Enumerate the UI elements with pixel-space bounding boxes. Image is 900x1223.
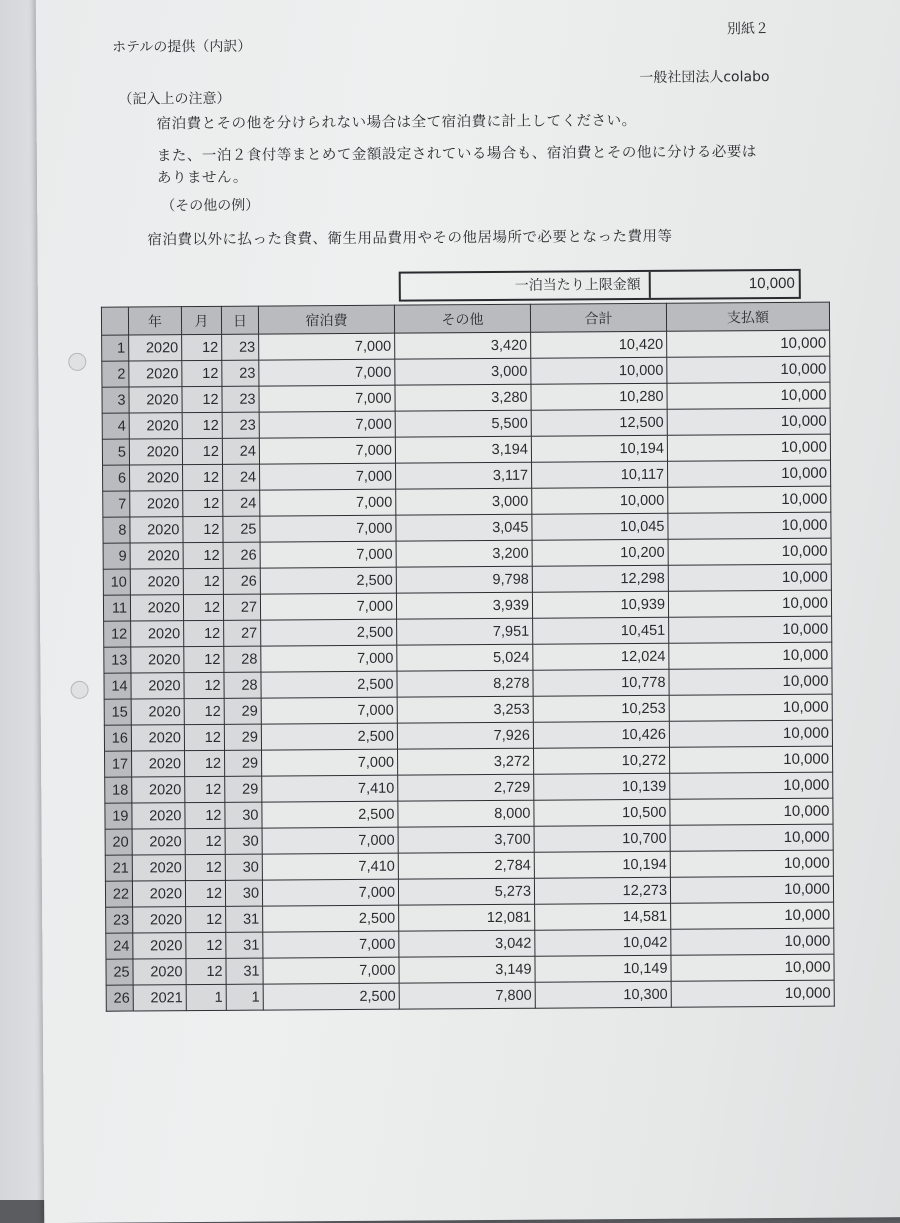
punch-hole xyxy=(71,681,89,699)
other-cell: 3,420 xyxy=(395,332,531,359)
paid-cell: 10,000 xyxy=(667,434,830,461)
lodging-cell: 2,500 xyxy=(263,905,399,932)
paid-cell: 10,000 xyxy=(669,642,832,669)
organization-name: 一般社団法人colabo xyxy=(639,69,770,86)
header-other: その他 xyxy=(394,304,530,333)
other-cell: 5,273 xyxy=(398,878,534,905)
paid-cell: 10,000 xyxy=(667,382,830,409)
other-cell: 5,500 xyxy=(395,410,531,437)
paid-cell: 10,000 xyxy=(670,850,833,877)
month-cell: 12 xyxy=(182,386,222,412)
year-cell: 2020 xyxy=(133,933,186,959)
day-cell: 30 xyxy=(225,854,262,880)
day-cell: 28 xyxy=(224,646,261,672)
table-row xyxy=(106,980,834,1011)
day-cell: 1 xyxy=(226,984,263,1010)
paid-cell: 10,000 xyxy=(671,954,834,981)
day-cell: 31 xyxy=(226,906,263,932)
annex-label: 別紙２ xyxy=(726,21,770,38)
paid-cell: 10,000 xyxy=(670,824,833,851)
day-cell: 26 xyxy=(223,568,260,594)
other-cell: 7,800 xyxy=(399,982,535,1009)
document-title: ホテルの提供（内訳） xyxy=(112,38,252,56)
other-cell: 3,200 xyxy=(396,540,532,567)
total-cell: 10,778 xyxy=(533,669,669,696)
month-cell: 12 xyxy=(184,698,224,724)
row-number-cell: 2 xyxy=(102,361,129,387)
row-number-cell: 21 xyxy=(105,855,132,881)
row-number-cell: 15 xyxy=(104,699,131,725)
lodging-cell: 2,500 xyxy=(261,723,397,750)
other-cell: 12,081 xyxy=(399,904,535,931)
total-cell: 12,273 xyxy=(534,877,670,904)
header-paid: 支払額 xyxy=(666,302,829,331)
paid-cell: 10,000 xyxy=(671,980,834,1007)
total-cell: 12,024 xyxy=(533,643,669,670)
note-line: また、一泊２食付等まとめて金額設定されている場合も、宿泊費とその他に分ける必要は xyxy=(156,144,757,165)
day-cell: 30 xyxy=(225,828,262,854)
paid-cell: 10,000 xyxy=(671,902,834,929)
day-cell: 26 xyxy=(223,542,260,568)
month-cell: 12 xyxy=(185,854,225,880)
other-cell: 3,253 xyxy=(397,696,533,723)
month-cell: 12 xyxy=(185,880,225,906)
row-number-cell: 4 xyxy=(102,413,129,439)
year-cell: 2020 xyxy=(130,517,183,543)
row-number-cell: 10 xyxy=(103,569,130,595)
lodging-cell: 7,000 xyxy=(260,593,396,620)
other-cell: 3,939 xyxy=(396,592,532,619)
total-cell: 10,700 xyxy=(534,825,670,852)
day-cell: 29 xyxy=(225,750,262,776)
year-cell: 2020 xyxy=(132,881,185,907)
total-cell: 14,581 xyxy=(535,903,671,930)
year-cell: 2020 xyxy=(129,361,182,387)
paid-cell: 10,000 xyxy=(670,876,833,903)
lodging-cell: 2,500 xyxy=(262,801,398,828)
day-cell: 23 xyxy=(222,386,259,412)
day-cell: 31 xyxy=(226,932,263,958)
row-number-cell: 8 xyxy=(103,517,130,543)
year-cell: 2020 xyxy=(132,751,185,777)
paid-cell: 10,000 xyxy=(670,798,833,825)
notes-heading: （記入上の注意） xyxy=(118,90,231,108)
paid-cell: 10,000 xyxy=(668,590,831,617)
lodging-cell: 7,000 xyxy=(262,879,398,906)
other-cell: 3,045 xyxy=(396,514,532,541)
year-cell: 2020 xyxy=(131,673,184,699)
total-cell: 10,194 xyxy=(534,851,670,878)
row-number-cell: 3 xyxy=(102,387,129,413)
row-number-cell: 11 xyxy=(103,595,130,621)
row-number-cell: 16 xyxy=(104,725,131,751)
header-lodging: 宿泊費 xyxy=(258,305,394,334)
total-cell: 10,253 xyxy=(533,695,669,722)
lodging-cell: 7,000 xyxy=(262,827,398,854)
expense-table xyxy=(101,302,835,1012)
total-cell: 10,272 xyxy=(534,747,670,774)
lodging-cell: 7,410 xyxy=(262,853,398,880)
day-cell: 31 xyxy=(226,958,263,984)
month-cell: 12 xyxy=(182,360,222,386)
paid-cell: 10,000 xyxy=(667,330,830,357)
row-number-cell: 13 xyxy=(104,647,131,673)
day-cell: 30 xyxy=(225,802,262,828)
row-number-cell: 26 xyxy=(106,985,133,1011)
paid-cell: 10,000 xyxy=(668,512,831,539)
lodging-cell: 7,000 xyxy=(263,957,399,984)
row-number-cell: 7 xyxy=(103,491,130,517)
day-cell: 24 xyxy=(223,490,260,516)
month-cell: 12 xyxy=(183,516,223,542)
total-cell: 10,149 xyxy=(535,955,671,982)
other-cell: 7,926 xyxy=(397,722,533,749)
day-cell: 29 xyxy=(224,698,261,724)
month-cell: 12 xyxy=(183,464,223,490)
total-cell: 12,298 xyxy=(532,565,668,592)
day-cell: 23 xyxy=(222,334,259,360)
total-cell: 10,194 xyxy=(531,435,667,462)
lodging-cell: 7,000 xyxy=(261,697,397,724)
row-number-cell: 24 xyxy=(106,933,133,959)
total-cell: 10,139 xyxy=(534,773,670,800)
year-cell: 2020 xyxy=(130,491,183,517)
lodging-cell: 7,000 xyxy=(259,333,395,360)
year-cell: 2020 xyxy=(132,829,185,855)
year-cell: 2020 xyxy=(129,439,182,465)
paid-cell: 10,000 xyxy=(668,460,831,487)
paid-cell: 10,000 xyxy=(669,616,832,643)
row-number-cell: 12 xyxy=(104,621,131,647)
row-number-cell: 14 xyxy=(104,673,131,699)
day-cell: 27 xyxy=(223,594,260,620)
total-cell: 10,500 xyxy=(534,799,670,826)
nightly-limit-value: 10,000 xyxy=(748,274,795,293)
header-rowno xyxy=(101,307,128,335)
year-cell: 2020 xyxy=(129,335,182,361)
month-cell: 1 xyxy=(186,984,226,1010)
header-month: 月 xyxy=(181,306,221,334)
row-number-cell: 25 xyxy=(106,959,133,985)
row-number-cell: 17 xyxy=(105,751,132,777)
month-cell: 12 xyxy=(185,776,225,802)
total-cell: 10,420 xyxy=(531,331,667,358)
month-cell: 12 xyxy=(182,438,222,464)
lodging-cell: 7,000 xyxy=(259,411,395,438)
lodging-cell: 7,410 xyxy=(262,775,398,802)
day-cell: 30 xyxy=(225,880,262,906)
total-cell: 10,045 xyxy=(532,513,668,540)
lodging-cell: 7,000 xyxy=(259,359,395,386)
paid-cell: 10,000 xyxy=(668,486,831,513)
day-cell: 23 xyxy=(222,360,259,386)
row-number-cell: 22 xyxy=(105,881,132,907)
year-cell: 2020 xyxy=(131,621,184,647)
total-cell: 10,300 xyxy=(535,981,671,1008)
paid-cell: 10,000 xyxy=(667,408,830,435)
lodging-cell: 7,000 xyxy=(259,385,395,412)
row-number-cell: 23 xyxy=(106,907,133,933)
note-line: ありません。 xyxy=(156,169,248,187)
lodging-cell: 2,500 xyxy=(260,567,396,594)
paid-cell: 10,000 xyxy=(667,356,830,383)
other-cell: 8,000 xyxy=(398,800,534,827)
other-cell: 2,729 xyxy=(398,774,534,801)
year-cell: 2020 xyxy=(132,855,185,881)
punch-hole xyxy=(68,353,86,371)
other-cell: 3,700 xyxy=(398,826,534,853)
lodging-cell: 7,000 xyxy=(260,515,396,542)
row-number-cell: 18 xyxy=(105,777,132,803)
month-cell: 12 xyxy=(183,568,223,594)
total-cell: 10,000 xyxy=(531,357,667,384)
year-cell: 2020 xyxy=(129,387,182,413)
paid-cell: 10,000 xyxy=(668,564,831,591)
lodging-cell: 7,000 xyxy=(259,437,395,464)
day-cell: 23 xyxy=(222,412,259,438)
year-cell: 2020 xyxy=(129,413,182,439)
other-cell: 2,784 xyxy=(398,852,534,879)
lodging-cell: 7,000 xyxy=(262,749,398,776)
row-number-cell: 20 xyxy=(105,829,132,855)
lodging-cell: 2,500 xyxy=(261,671,397,698)
day-cell: 29 xyxy=(224,724,261,750)
other-cell: 5,024 xyxy=(397,644,533,671)
month-cell: 12 xyxy=(185,750,225,776)
total-cell: 12,500 xyxy=(531,409,667,436)
total-cell: 10,426 xyxy=(533,721,669,748)
month-cell: 12 xyxy=(186,932,226,958)
total-cell: 10,117 xyxy=(532,461,668,488)
total-cell: 10,939 xyxy=(532,591,668,618)
other-cell: 3,117 xyxy=(396,462,532,489)
lodging-cell: 2,500 xyxy=(261,619,397,646)
year-cell: 2020 xyxy=(130,595,183,621)
row-number-cell: 5 xyxy=(102,439,129,465)
note-line: 宿泊費とその他を分けられない場合は全て宿泊費に計上してください。 xyxy=(156,112,637,133)
month-cell: 12 xyxy=(183,594,223,620)
month-cell: 12 xyxy=(184,646,224,672)
other-examples-text: 宿泊費以外に払った食費、衛生用品費用やその他居場所で必要となった費用等 xyxy=(147,228,673,249)
lodging-cell: 2,500 xyxy=(263,983,399,1010)
month-cell: 12 xyxy=(184,620,224,646)
lodging-cell: 7,000 xyxy=(261,645,397,672)
day-cell: 29 xyxy=(225,776,262,802)
header-day: 日 xyxy=(221,306,258,334)
day-cell: 28 xyxy=(224,672,261,698)
day-cell: 27 xyxy=(224,620,261,646)
month-cell: 12 xyxy=(185,828,225,854)
other-cell: 3,272 xyxy=(398,748,534,775)
lodging-cell: 7,000 xyxy=(260,541,396,568)
month-cell: 12 xyxy=(182,334,222,360)
year-cell: 2020 xyxy=(133,959,186,985)
year-cell: 2020 xyxy=(130,543,183,569)
other-cell: 8,278 xyxy=(397,670,533,697)
year-cell: 2020 xyxy=(131,699,184,725)
other-cell: 7,951 xyxy=(397,618,533,645)
paid-cell: 10,000 xyxy=(669,720,832,747)
year-cell: 2020 xyxy=(131,647,184,673)
nightly-limit-box xyxy=(399,269,801,302)
paid-cell: 10,000 xyxy=(669,668,832,695)
total-cell: 10,280 xyxy=(531,383,667,410)
year-cell: 2020 xyxy=(130,569,183,595)
month-cell: 12 xyxy=(182,412,222,438)
header-year: 年 xyxy=(128,307,181,335)
month-cell: 12 xyxy=(185,802,225,828)
other-cell: 3,149 xyxy=(399,956,535,983)
month-cell: 12 xyxy=(184,672,224,698)
month-cell: 12 xyxy=(186,906,226,932)
year-cell: 2020 xyxy=(132,777,185,803)
paid-cell: 10,000 xyxy=(669,746,832,773)
lodging-cell: 7,000 xyxy=(260,489,396,516)
lodging-cell: 7,000 xyxy=(260,463,396,490)
day-cell: 24 xyxy=(223,464,260,490)
other-examples-heading: （その他の例） xyxy=(161,197,260,215)
other-cell: 3,280 xyxy=(395,384,531,411)
paid-cell: 10,000 xyxy=(669,694,832,721)
header-total: 合計 xyxy=(530,303,666,332)
day-cell: 24 xyxy=(222,438,259,464)
row-number-cell: 9 xyxy=(103,543,130,569)
day-cell: 25 xyxy=(223,516,260,542)
year-cell: 2020 xyxy=(132,803,185,829)
total-cell: 10,200 xyxy=(532,539,668,566)
month-cell: 12 xyxy=(186,958,226,984)
year-cell: 2020 xyxy=(133,907,186,933)
total-cell: 10,451 xyxy=(533,617,669,644)
year-cell: 2020 xyxy=(130,465,183,491)
total-cell: 10,000 xyxy=(532,487,668,514)
other-cell: 3,000 xyxy=(396,488,532,515)
lodging-cell: 7,000 xyxy=(263,931,399,958)
paid-cell: 10,000 xyxy=(670,772,833,799)
other-cell: 3,194 xyxy=(395,436,531,463)
total-cell: 10,042 xyxy=(535,929,671,956)
table-body xyxy=(102,330,835,1011)
paid-cell: 10,000 xyxy=(671,928,834,955)
other-cell: 3,042 xyxy=(399,930,535,957)
row-number-cell: 19 xyxy=(105,803,132,829)
other-cell: 9,798 xyxy=(396,566,532,593)
row-number-cell: 6 xyxy=(103,465,130,491)
document-page xyxy=(36,0,900,1223)
year-cell: 2021 xyxy=(133,985,186,1011)
paid-cell: 10,000 xyxy=(668,538,831,565)
row-number-cell: 1 xyxy=(102,335,129,361)
nightly-limit-label: 一泊当たり上限金額 xyxy=(401,272,651,300)
other-cell: 3,000 xyxy=(395,358,531,385)
month-cell: 12 xyxy=(184,724,224,750)
year-cell: 2020 xyxy=(131,725,184,751)
month-cell: 12 xyxy=(183,490,223,516)
month-cell: 12 xyxy=(183,542,223,568)
